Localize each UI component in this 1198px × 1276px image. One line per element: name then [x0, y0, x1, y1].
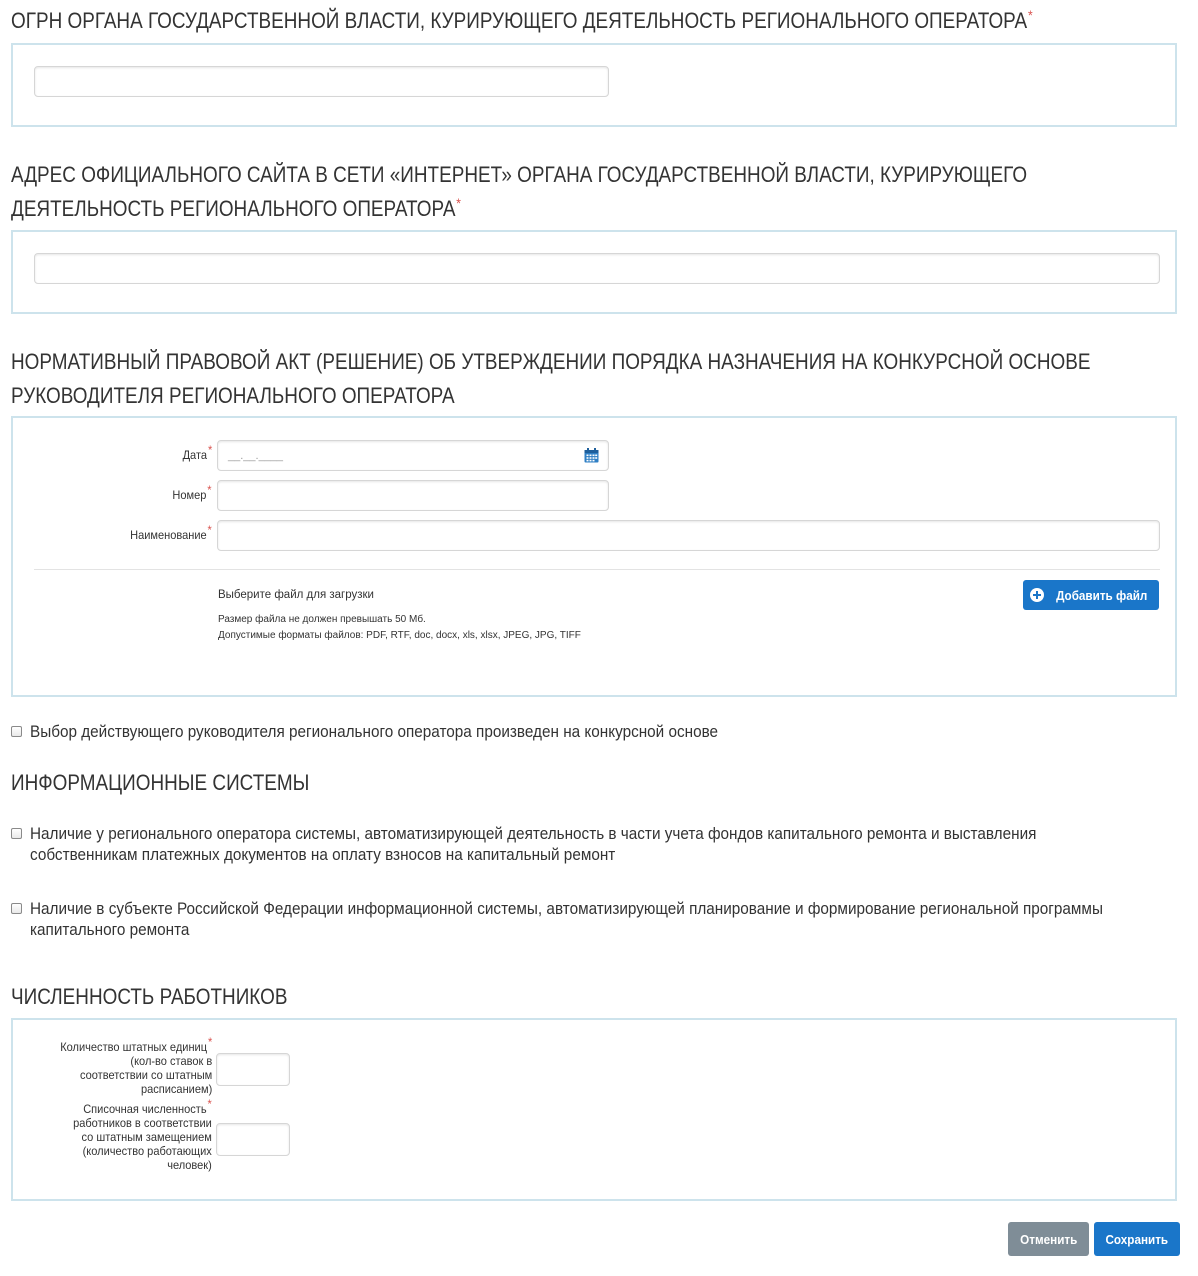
info-system-1-label-line2: собственникам платежных документов на оплату взносов на капитальный ремонт: [30, 845, 616, 864]
number-label: Номер*: [172, 483, 212, 502]
date-input[interactable]: [217, 440, 609, 471]
required-mark: *: [207, 523, 212, 537]
info-systems-title: ИНФОРМАЦИОННЫЕ СИСТЕМЫ: [11, 770, 310, 795]
plus-circle-icon: [1030, 588, 1044, 602]
staff-panel: [11, 1018, 1177, 1201]
file-formats-note: Допустимые форматы файлов: PDF, RTF, doc, docx, xls, xlsx, JPEG, JPG, TIFF: [218, 630, 581, 641]
staff-units-input[interactable]: [216, 1053, 290, 1086]
info-system-2-checkbox[interactable]: [11, 903, 22, 914]
required-mark: *: [207, 1035, 212, 1049]
add-file-button[interactable]: [1023, 580, 1159, 610]
calendar-icon[interactable]: [584, 448, 599, 463]
legal-act-title-line1: НОРМАТИВНЫЙ ПРАВОВОЙ АКТ (РЕШЕНИЕ) ОБ УТВЕРЖДЕНИИ ПОРЯДКА НАЗНАЧЕНИЯ НА КОНКУРСНОЙ ОСНОВЕ: [11, 349, 1091, 374]
cancel-label: Отменить: [1019, 1231, 1078, 1247]
name-label: Наименование*: [130, 523, 212, 542]
ogrn-panel: [11, 43, 1177, 127]
info-system-2-label-line2: капитального ремонта: [30, 920, 190, 939]
staff-units-label: Количество штатных единиц* (кол-во ставок в соответствии со штатным расписанием): [59, 1035, 212, 1096]
date-mask: __.__.____: [228, 450, 284, 462]
cancel-button[interactable]: [1008, 1222, 1089, 1256]
required-mark: *: [207, 1097, 212, 1111]
file-size-note: Размер файла не должен превышать 50 Мб.: [218, 614, 426, 625]
website-title-line2: ДЕЯТЕЛЬНОСТЬ РЕГИОНАЛЬНОГО ОПЕРАТОРА*: [11, 195, 461, 221]
ogrn-input[interactable]: [34, 66, 609, 97]
save-label: Сохранить: [1105, 1231, 1169, 1247]
divider: [34, 569, 1160, 570]
name-input[interactable]: [217, 520, 1160, 551]
required-mark: *: [207, 443, 212, 457]
website-panel: [11, 230, 1177, 314]
competitive-selection-checkbox[interactable]: [11, 726, 22, 737]
info-system-1-label-line1: Наличие у регионального оператора системы, автоматизирующей деятельность в части учета фондов капитального ремонта и выставления: [30, 824, 1037, 843]
file-prompt: Выберите файл для загрузки: [218, 589, 374, 601]
website-input[interactable]: [34, 253, 1160, 284]
required-mark: *: [1028, 7, 1033, 23]
save-button[interactable]: [1094, 1222, 1180, 1256]
date-label: Дата*: [182, 443, 212, 462]
required-mark: *: [456, 195, 461, 211]
info-system-2-label-line1: Наличие в субъекте Российской Федерации информационной системы, автоматизирующей планирование и формирование региональной программы: [30, 899, 1103, 918]
headcount-input[interactable]: [216, 1123, 290, 1156]
headcount-label: Списочная численность* работников в соответствии со штатным замещением (количество работающих человек): [73, 1097, 212, 1172]
ogrn-title: ОГРН ОРГАНА ГОСУДАРСТВЕННОЙ ВЛАСТИ, КУРИРУЮЩЕГО ДЕЯТЕЛЬНОСТЬ РЕГИОНАЛЬНОГО ОПЕРАТОРА*: [11, 7, 1033, 33]
add-file-label: Добавить файл: [1055, 587, 1148, 603]
legal-act-panel: [11, 416, 1177, 697]
required-mark: *: [207, 483, 212, 497]
number-input[interactable]: [217, 480, 609, 511]
info-system-1-checkbox[interactable]: [11, 828, 22, 839]
website-title-line1: АДРЕС ОФИЦИАЛЬНОГО САЙТА В СЕТИ «ИНТЕРНЕТ» ОРГАНА ГОСУДАРСТВЕННОЙ ВЛАСТИ, КУРИРУЮЩЕГО: [11, 162, 1028, 187]
staff-title: ЧИСЛЕННОСТЬ РАБОТНИКОВ: [11, 984, 288, 1009]
legal-act-title-line2: РУКОВОДИТЕЛЯ РЕГИОНАЛЬНОГО ОПЕРАТОРА: [11, 383, 455, 408]
competitive-selection-label: Выбор действующего руководителя регионального оператора произведен на конкурсной основе: [30, 722, 719, 741]
